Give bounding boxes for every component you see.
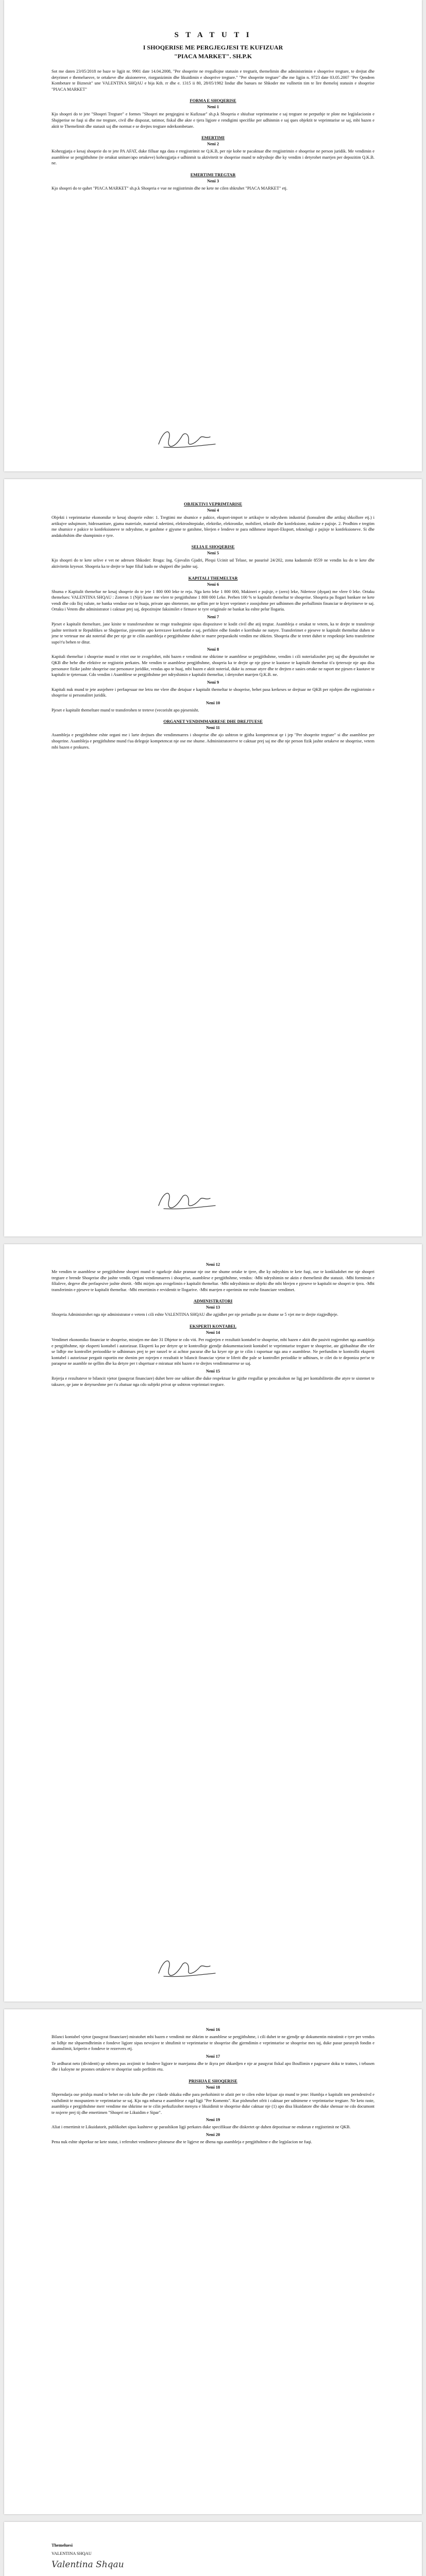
section-title: SELIA E SHOQERISE xyxy=(191,545,235,550)
article-text: Aliat i emertimit te Likuidatorit, publikohet sipas kushteve qe parashikon ligji perkates duke specifikuar dhe diskretet qe duhen depozituar ne endorun e regjistrimit ne QKB. xyxy=(52,2125,351,2130)
page-2 xyxy=(4,479,422,1236)
page-content xyxy=(52,1262,374,1387)
article-text: Pena nuk eshte shperkur ne kete statut, i referohet vendimeve ploteuese dhe te ligjeve ne dhena nga asambleja e pergjithshme e dhe legjslacion ne fuqi. xyxy=(52,2139,312,2144)
article-text: Kapitali nuk mund te jete asnjehere i perfaqesuar me letra me vlere dhe detajuar e kapitalit themeltar te shoqerise, behet pasa kerkeses se drejtuar ne QKB per njohjen dhe regjistrimin e shoqerise si personalitet juridik. xyxy=(52,687,374,698)
section-title: EKSPERTI KONTABEL xyxy=(190,1324,236,1329)
article-number: Neni 4 xyxy=(207,508,219,513)
article-number: Neni 17 xyxy=(206,2054,220,2059)
article-number: Neni 14 xyxy=(206,1330,220,1335)
founder-name: VALENTINA SHQAU xyxy=(52,2551,92,2556)
signature-mark xyxy=(154,1185,220,1216)
article-text: Pjeset e kapitalit themeltare mund te transferohen te treteve (vecorisht apo pjesenisht. xyxy=(52,707,199,713)
section-title: KAPITALI THEMELTAR xyxy=(188,575,238,581)
article-text: Pjeset e kapitalit themeltare, jane kinite te transferueshme ne rruge trashegimie sipas dispozitave te kodit civil dhe atij tregtar. Asambleja e ortakut te vetem, ka te drejte te transferoje jashte territorit te Republikes se Shqiperise, pjesemite apo kerrezave korrkordat e saj, perfshire edhe fondet e korribuke ne natyre. Transferimet e pjeseve te kapitalit themeltar duhen te jene te verteuar me akt noterial dhe per nje ge te cilin asambleja e pergjithshme duhet te marre perparakohi vendim me shkrim. Shoqeria dhe te tretet duhet te respektoje keto transferime supo'r'u behen te ditur. xyxy=(52,621,374,645)
article-text: Te ardhurat neto (dividentt) qe mbeten pas zezjimit te fondeve ligjore te marejanna dhe te ikyra per shkardjen e nje ar pasqyrat fiskal apo Boullimin e pagesave doku te tratnes, i tebasen dhe i kaloyne ne proones ortakeve te shoqerise sado perfitim etu. xyxy=(52,2061,374,2072)
document-subtitle: I SHOQERISE ME PERGJEGJESI TE KUFIZUAR xyxy=(143,44,283,51)
article-number: Neni 9 xyxy=(207,680,219,685)
page-1 xyxy=(4,0,422,471)
article-number: Neni 20 xyxy=(206,2132,220,2137)
article-text: Kapitali themeltar i shoqerise mund te rritet ose te zvogelohet, mbi bazen e vendimit me shkrime te asamblese se pergjithshme, vendim i cili noterializohet prej saj dhe depozitohet ne QKB dhe behe dhe efektive ne regjistrin perkates. Me vendim te asamblese pergjithshme, shoqeria ka te drejte qe nje pjese te kuotave te kapitalit themeltar ti'a tjetersoje nje apo disa personave fizike jashte shoqerise ose personave juridike, vendas apo te huaj, mbi bazen e aktit noterial, duke iu zenuar atyre dhe te drejten e sasies ortake ne raport me pjesen e kuotave te kapitalit te tjetersuar. Cdo vendim i Asamblese se pergjithshme per ndryshimin e kapitalit themeltar, i detyrohet marrjen Q.K.B. ne. xyxy=(52,654,374,677)
page-3 xyxy=(4,1244,422,2002)
article-number: Neni 3 xyxy=(207,178,219,183)
article-text: Bilanci kontabel vjetor (pasqyrat financiare) miratohet mbi bazen e vendimit me shkrim te asamblese se pergjithshme, i cili duhet te ne gjendje qe dokumentin miratimit e tyre per vendos ne lidhje me shpaerndhrimin e fondeve ligjore sipas nevojave te shtufimit te veprimtarise te shoqerise dhe gjerndimin e veprimtarise se shoqerise mes taj, duke pasur parasysh fondin e akumulimit, kriperin e fondeve te rezervers etj. xyxy=(52,2035,374,2052)
section-title: ORGANET VENDIMMARRESE DHE DREJTUESE xyxy=(163,719,263,724)
article-text: Shuma e Kapitalit themeltar ne kesaj shoqerie do te jete 1 800 000 leke te reja. Nga keto leke 1 800 000, Makineri e pajisje, e (zero) leke, Nderteze (dyqan) me vlere 0 leke. Ortaku themelues: VALENTINA SHQAU : Zoteron 1 (Një) kuote me vlere te pergjithshme 1 800 000 Leke. Perben 100 % te kapitalit themeltar te shoqerise. Shoqeria pa llogari bankare ne kete vendi dhe cdo lloj valute, ne banka vendase ose te huaja, private apo shteterore, me qellim per te kryer veprimet e zoosjohme per udhinmen dhe perballimin financiar te detyrimeve te saj. Ortaku i Vetem dhe administrator i caktuar prej saj, depozitojne faksimilet e firmave te tyre origjinale ne bankat ku eshte pelur llogaria. xyxy=(52,589,374,612)
article-number: Neni 6 xyxy=(207,582,219,587)
article-number: Neni 2 xyxy=(207,142,219,147)
article-text: Kjo shoqeri do te quhet "PIACA MARKET" sh.p.k Shoqeria e vue ne regjistrimin dhe ne kete ne cilen shkruhet "PIACA MARKET" etj. xyxy=(52,185,287,191)
article-text: Me vendim te asamblese se pergjithshme shoqeri mund te ngarkoje duke pranuar nje ose me shume ortake te tjere, dhe ky ndryshim te kete fuqi, ose te konkludohet me nje shoqeri tregtare e brende Shoqerise dhe jashte vendit. Organi vendimmarres i shoqerise, asamblese e pergjithshme, vendos: -Mbi ndryshimin ne aktin e themelimit dhe statusit. -Mbi formimin e filialeve, degeve dhe perfaqesive jashte shtetit. -Mbi mirjen apo zvogelimin e kapitalit themeltar. -Mbi ndryshimin ne objekt dhe mbi blerjen e pjeseve te kapitalit ne shoqeri te tjera. -Mbi transferimin e pjeseve te kapitalit themeltar. -Mbi emertimin e revidentit te llogarive. -Mbi marrjen e operimin me rezhe financiare vendimet. xyxy=(52,1269,374,1292)
article-number: Neni 5 xyxy=(207,551,219,556)
page-4 xyxy=(4,2009,422,2514)
document-title: S T A T U T I xyxy=(174,31,252,39)
signature-mark xyxy=(154,423,220,454)
founder-label: Themeluesi xyxy=(52,2543,73,2548)
page-5 xyxy=(4,2522,422,2576)
article-text: Kohezgjatja e kesaj shoqerie do te jete PA AFAT, duke filluar nga data e rregjistrimit ne Q.K.B, per nje kohe te pacaktuar dhe rregjistrimin e shoqerise ne person juridik. Me vendimin e asamblese se pergjithshme (te ortakut unitare/apo ortakeve) kohezgjatja e udhinmit ta aktivitetit te shoqerise mund te ndryshoje dhe ky vendim i detyrohet marrjen per depozitim Q.K.B. ne. xyxy=(52,149,374,166)
article-text: Shperndarja ose prishja mund te behet ne cdo kohe dhe per c'darde shkaku edhe para perkohimit te afatit per te cilen eshte krijuar ajo mund te jene: Humbja e kapitalit nen perndestivd e vazhdimit te mospuniem te veprimtarise se saj. Kjo nga mbarsa e asamblese e ngd ligji "Per Koments". Kur pishmzhet ofrit i caktuar per udnimene e veprimtarise tregtare. Ne keto raste, asambleja e pergjithshme merr vendime me shkrime ne te cilin perkufizohet menyra e likuidimit te shoqerise duke caktuar nje (1) apo disa likuidatore dhe duke shenuar ne cdo documont te nxjerre prej tij dhe emertimen "Shoqeri ne Likuidim e Sipar". xyxy=(52,2092,374,2115)
article-text: Asambleja e pergjithshme eshte organi me i larte drejtues dhe vendimmarres i shoqerise dhe ajo ushtron te gjitha kompetencat qe i jep "Per shoqerite tregtare" si dhe asamblese per shoqerine. Asambleja e pergjithshme mund t'ua delegoje kompetencat nje ose me shume. Administratorerve te caktuar prej saj me dhe nje person fizik jashte ortakeve ne shoqerise, vetem mbi bazen e prokures. xyxy=(52,733,374,750)
article-number: Neni 12 xyxy=(206,1262,220,1267)
section-title: ADMINISTRATORI xyxy=(193,1299,233,1304)
section-title: EMERTIMI xyxy=(201,135,225,141)
section-title: EMERTIMI TREGTAR xyxy=(190,172,236,177)
page-content xyxy=(52,98,374,191)
page-content xyxy=(52,2027,374,2145)
section-title: PRISHJA E SHOQERISE xyxy=(189,2078,237,2083)
section-title: OBJEKTIVI VEPRIMTARISE xyxy=(183,502,242,506)
article-number: Neni 16 xyxy=(206,2027,220,2032)
signature-mark xyxy=(154,1953,220,1984)
article-number: Neni 8 xyxy=(207,647,219,652)
article-text: Shoqeria Administrohet nga nje administrator e vetem i cili eshte VALENTINA SHQAU dhe zgjidhet per nje periudhe pa ne shume se 5 vjet me te drejte rizgjedhjeje. xyxy=(52,1312,338,1317)
company-name: "PIACA MARKET". SH.P.K xyxy=(174,53,252,60)
article-text: Kjo shoqeri do te kete selive e vet ne adresen Shkoder: Rruga: Ing. Gjovalin Gjadri, Pleqsi Ucinit ud Telase, ne pasurisë 24/202, zona kadastrale 8559 ne vendin ku do te kete dhe aktivitetin kryesor. Shoqeria ka te drejte te hape filial kudo ne shqiperi dhe jashte saj. xyxy=(52,558,374,569)
article-number: Neni 11 xyxy=(206,725,220,731)
founder-signature: Valentina Shqau xyxy=(52,2560,124,2570)
section-title: FORMA E SHOQERISE xyxy=(190,98,236,104)
article-text: Rejerja e rezultateve te bilancit vjetor (pasqyrat financiare) duhet here ose sahkset dhe duke respektuar ke gjithe rregullat qe pencakohon ne ligj per kontabilitetin dhe atyre te sistemet te taksave, qe jane te detyrueshme per t'u zbatuar nga cdo subjekt privat qe ushtron veprimtari tregtare. xyxy=(52,1376,374,1387)
article-text: Kjo shoqeri do te jete "Shoqeri Tregtare" e formes "Shoqeri me pergjegjesi te Kufizuar" sh.p.k Shoqeria e shiufsur veprimtarine e saj tregtare ne perputhje te plote me legjislacionin e Shqiperise ne fuqi si dhe me tregtare, civil dhe dispozat, tatimor, fiskal dhe akte e tjera ligjore e rendigimi specifike per udhinmin e saj ques objektit te veprimtarise se saj, mbi bazen e aktit te Themelimit dhe statusit saj dhe normat e se drejtes tregtare nderkombetare. xyxy=(52,112,374,129)
article-number: Neni 10 xyxy=(206,700,220,705)
article-number: Neni 19 xyxy=(206,2117,220,2123)
article-text: Objekti i veprimtarise ekonomike te kesaj shoqerie eshte: 1. Tregtimi me shumice e pakice, eksport-import te artikujve te ndryshem industrial (konsulent dhe artikuj shkollore etj.) i artikujve ushqimore, hidrosanitare, gjama materiale, material ndertimi, elektroshtepiake, elektrike, elektronike, mobilieri, tekstile dhe konfeksione, makine e pajisje. 2. Prodhim e tregtim me shumice e pakice te konfeksioneve te ndryshme, te gatshme e gjysme te gatshme, blerjen e lendeve te para ndihmese import-Eksport, teknologji e pajisje te konfeksioneve. Si dhe andakohshim dhe shampimin e tyre. xyxy=(52,515,374,538)
article-number: Neni 7 xyxy=(207,614,219,619)
article-number: Neni 13 xyxy=(206,1305,220,1310)
intro-paragraph: Sot me daten 23/05/2018 ne baze te ligjit nr. 9901 date 14.04.2008, "Per shoqerite ne rregullojne statusin e tregtarit, themelimin dhe administrimin e shoqerive tregtare, te drejtat dhe detyrimet e themeluesve, te ortakeve dhe aksionereve, riorganizimin dhe likuidimin e shoqerive tregtare." "Per shoqerite tregtare" dhe me ligjin n. 9723 date 03.05.2007 "Per Qendren Kombetare te Biznesit" une VALENTINA SHQAU e bija Kth. rr dhe e. 1315 ii 80, 28/05/1982 lindur dhe banues ne Shkoder me vullnetin tim te lire themeloj statusin e shoqerise "PIACA MARKET" xyxy=(52,69,374,92)
page-content xyxy=(52,502,374,750)
article-number: Neni 18 xyxy=(206,2084,220,2090)
article-text: Vendimet ekonomiko financiar te shoqerise, miratjen me date 31 Dhjetor te cdo viti. Per rogjerjen e rezultatit kontabel te shoqerise, mbi bazen e aktit dhe pasivit rogjerohet nga asambleja e pergjithshme, nje eksperti kontabel i autorizuar. Eksperti ka per detyre qe te kontrolloje gjendje dokumentacionit kontabel te veprimtarise tregtare te shoqerise, ate gjithashtue dhe vler se lidhje me kontrollet perioodike te udhinmars prej te per ranzel te ai achtor pacurar dhe ka kryer nje ge te cilin i raportuar nga ana e asamblese. Ne perfundim te kontrollit eksperti kontabel i autorizuar pergatit raportin me shenim per rojerjen e rezultatit te bilancit financiar vjetor te liferit dhe pale se kontrollet periodike te udhinars, te cilet do te deponiza per'se te paraqese ne asamble ne qellim dhe ka detyre per t shqertuar e miratuar mbi bazen e te drejtes vendimmarrese se saj. xyxy=(52,1337,374,1366)
article-number: Neni 1 xyxy=(207,105,219,110)
article-number: Neni 15 xyxy=(206,1368,220,1374)
